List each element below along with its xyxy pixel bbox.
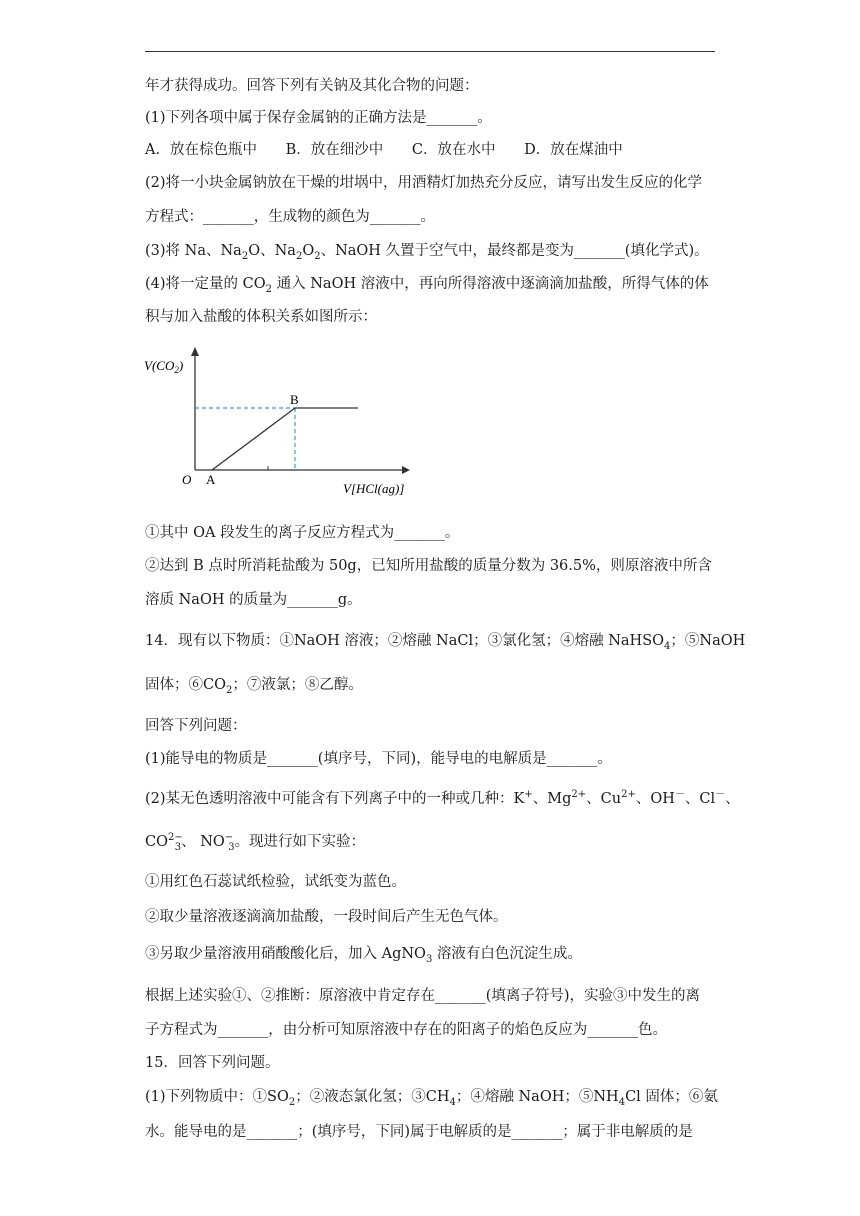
choice-a: A．放在棕色瓶中: [145, 142, 257, 158]
question-4: (4)将一定量的 $CO_2$ 通入 NaOH 溶液中，再向所得溶液中逐滴滴加盐酸，所得气体的体: [145, 276, 709, 295]
x-axis-label: V[HCl(ag)]: [343, 481, 405, 496]
question-14: 14．现有以下物质：①NaOH 溶液；②熔融 NaCl；③氯化氢；④熔融 NaHSO$_4$；⑤NaOH: [145, 633, 746, 652]
origin-label: O: [182, 472, 192, 487]
header-rule: [145, 51, 715, 52]
text-line: 根据上述实验①、②推断：原溶液中肯定存在_______(填离子符号)，实验③中发生的离: [145, 988, 701, 1004]
experiment-2: ②取少量溶液逐滴滴加盐酸，一段时间后产生无色气体。: [145, 909, 508, 925]
text-line: 年才获得成功。回答下列有关钠及其化合物的问题：: [145, 78, 479, 94]
experiment-3: ③另取少量溶液用硝酸酸化后，加入 AgNO$_3$ 溶液有白色沉淀生成。: [145, 946, 582, 965]
text-line: $CO^{2-}_3$、 $NO^-_3$。现进行如下实验：: [145, 832, 366, 853]
x-axis-arrow-icon: [402, 466, 410, 474]
text-line: 水。能导电的是_______；(填序号，下同)属于电解质的是_______；属于非电解质的是: [145, 1124, 693, 1140]
graph-svg: [140, 342, 440, 502]
text-line: 方程式：_______，生成物的颜色为_______。: [145, 209, 435, 225]
volume-graph: [140, 342, 440, 502]
text-line: 固体；$⑥CO_2$；⑦液氯；⑧乙醇。: [145, 677, 363, 696]
sub-question-1: ①其中 OA 段发生的离子反应方程式为_______。: [145, 525, 460, 541]
text-line: 回答下列问题：: [145, 718, 247, 734]
experiment-1: ①用红色石蕊试纸检验，试纸变为蓝色。: [145, 874, 406, 890]
y-axis-label: $V(CO_2)$: [144, 358, 184, 375]
y-axis-arrow-icon: [191, 347, 199, 356]
text-line: 子方程式为_______，由分析可知原溶液中存在的阳离子的焰色反应为_______色。: [145, 1022, 667, 1038]
question-15-1: (1)下列物质中：$①SO_2$；②液态氯化氢；$③CH_4$；④熔融 NaOH；$⑤NH_4Cl$ 固体；⑥氨: [145, 1089, 718, 1108]
gas-volume-line: [212, 408, 358, 470]
question-1: (1)下列各项中属于保存金属钠的正确方法是_______。: [145, 110, 492, 126]
choices-row: [145, 140, 725, 160]
text-line: 积与加入盐酸的体积关系如图所示：: [145, 309, 377, 325]
question-2: (2)将一小块金属钠放在干燥的坩埚中，用酒精灯加热充分反应，请写出发生反应的化学: [145, 175, 703, 191]
choice-d: D．放在煤油中: [524, 142, 623, 158]
point-a-label: A: [206, 472, 216, 487]
sub-question-2: ②达到 B 点时所消耗盐酸为 50g，已知所用盐酸的质量分数为 36.5%，则原溶液中所含: [145, 558, 712, 574]
question-14-1: (1)能导电的物质是_______(填序号，下同)，能导电的电解质是_______。: [145, 751, 612, 767]
question-3: (3)将 Na、$Na_2O$、$Na_2O_2$、NaOH 久置于空气中，最终都是变为_______(填化学式)。: [145, 243, 709, 262]
text-line: 溶质 NaOH 的质量为_______g。: [145, 592, 362, 608]
question-14-2: (2)某无色透明溶液中可能含有下列离子中的一种或几种：K+、$Mg^{2+}$、$Cu^{2+}$、OH－、Cl－、: [145, 789, 740, 807]
choice-c: C．放在水中: [411, 142, 496, 158]
question-15: 15．回答下列问题。: [145, 1055, 280, 1071]
point-b-label: B: [290, 392, 299, 407]
choice-b: B．放在细沙中: [285, 142, 384, 158]
